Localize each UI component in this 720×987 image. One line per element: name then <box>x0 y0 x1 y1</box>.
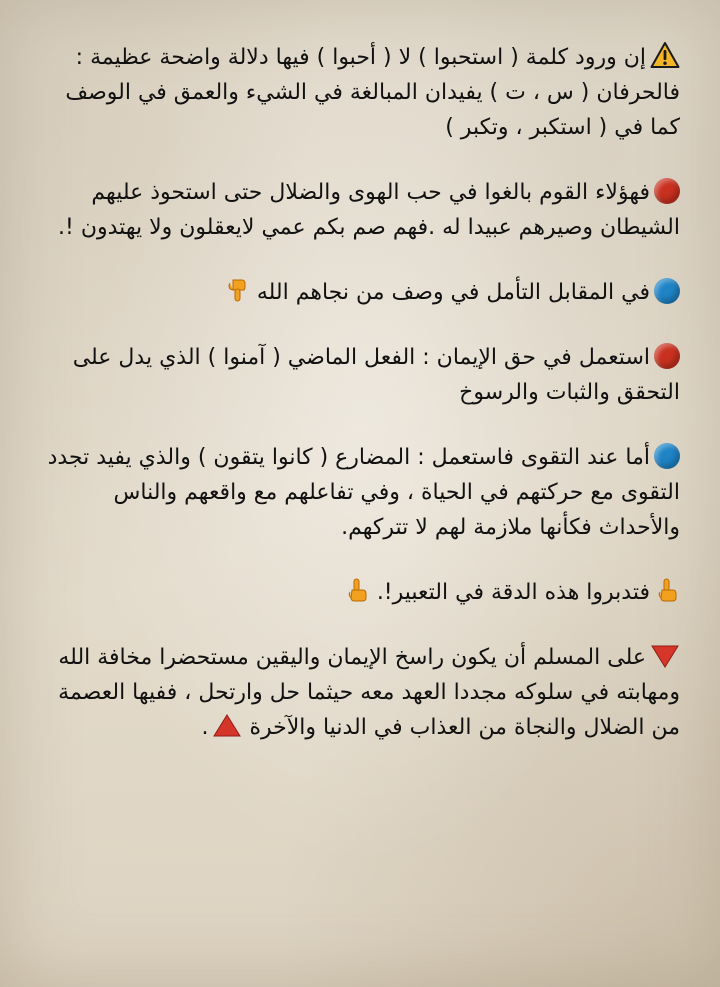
red-triangle-down-icon <box>650 643 680 669</box>
paragraph-text: فتدبروا هذه الدقة في التعبير!. <box>376 580 650 605</box>
paragraph-text: في المقابل التأمل في وصف من نجاهم الله <box>256 280 650 305</box>
paragraph-red-2 <box>40 340 680 410</box>
red-triangle-up-icon <box>212 713 242 739</box>
paragraph-red-1 <box>40 175 680 245</box>
pointing-up-hand-icon <box>654 577 680 603</box>
paragraph-warning <box>40 40 680 145</box>
paragraph-text: فهؤلاء القوم بالغوا في حب الهوى والضلال حتى استحوذ عليهم الشيطان وصيرهم عبيدا له .فهم صم بكم عمي لايعقلون ولا يهتدون !. <box>58 180 680 240</box>
pointing-down-hand-icon <box>224 277 250 303</box>
blue-circle-icon <box>654 443 680 469</box>
paragraph-text: إن ورود كلمة ( استحبوا ) لا ( أحبوا ) فيها دلالة واضحة عظيمة : فالحرفان ( س ، ت ) يفيدان المبالغة في الشيء والعمق في الوصف كما في ( استكبر ، وتكبر ) <box>65 45 680 140</box>
red-circle-icon <box>654 178 680 204</box>
paragraph-conclusion <box>40 640 680 745</box>
paragraph-blue-1 <box>40 275 680 310</box>
post-body <box>40 40 680 775</box>
paragraph-text: أما عند التقوى فاستعمل : المضارع ( كانوا يتقون ) والذي يفيد تجدد التقوى مع حركتهم في الحياة ، وفي تفاعلهم مع واقعهم والناس والأحداث فكأنها ملازمة لهم لا تتركهم. <box>47 445 680 540</box>
paragraph-text: على المسلم أن يكون راسخ الإيمان واليقين مستحضرا مخافة الله ومهابته في سلوكه مجددا العهد معه حيثما حل وارتحل ، ففيها العصمة من الضلال والنجاة من العذاب في الدنيا والآخرة <box>58 645 680 740</box>
blue-circle-icon <box>654 278 680 304</box>
paragraph-text: استعمل في حق الإيمان : الفعل الماضي ( آمنوا ) الذي يدل على التحقق والثبات والرسوخ <box>72 345 680 405</box>
trailing-period: . <box>201 715 209 740</box>
paragraph-blue-2 <box>40 440 680 545</box>
red-circle-icon <box>654 343 680 369</box>
paragraph-reflect <box>40 575 680 610</box>
warning-icon <box>650 41 680 69</box>
pointing-up-hand-icon <box>344 577 370 603</box>
